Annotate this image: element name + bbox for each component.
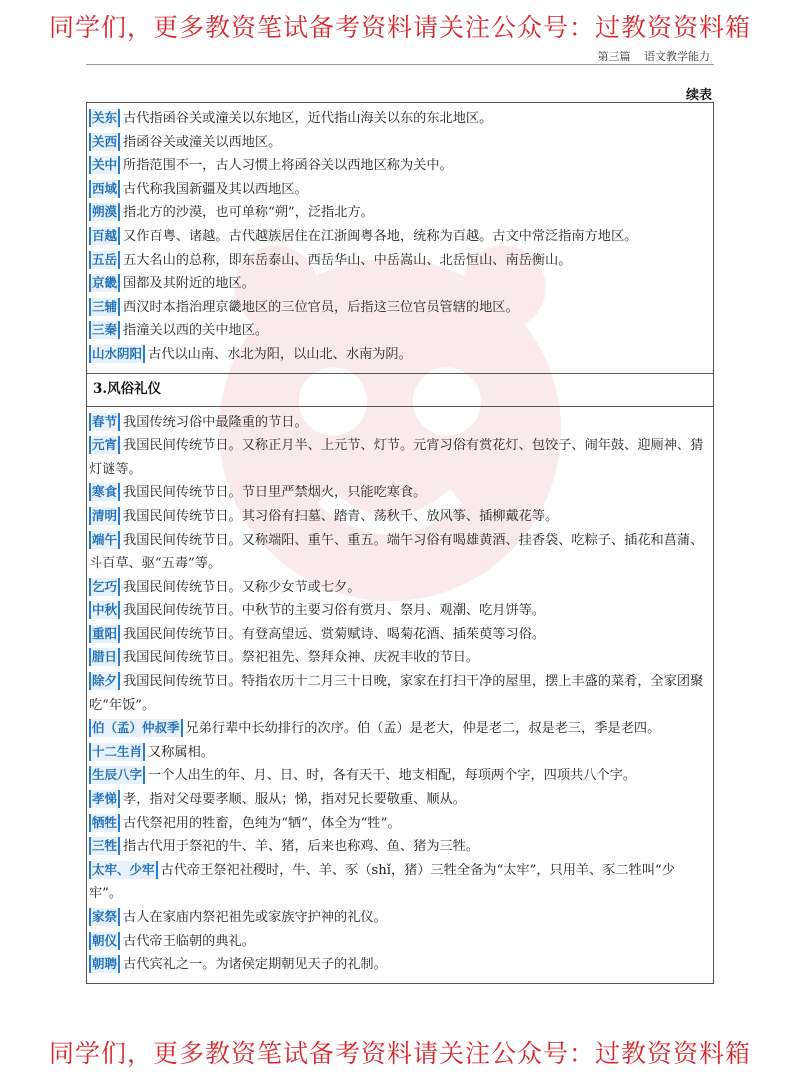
glossary-entry — [89, 599, 707, 623]
glossary-entry — [89, 906, 707, 930]
entry-term: 西域 — [89, 180, 120, 198]
entry-term: 元宵 — [89, 436, 120, 454]
entry-definition: 一个人出生的年、月、日、时，各有天干、地支相配，每项两个字，四项共八个字。 — [148, 768, 636, 784]
entry-definition: 指北方的沙漠，也可单称“朔”，泛指北方。 — [123, 205, 374, 221]
entry-term: 十二生肖 — [89, 743, 145, 761]
glossary-entry — [89, 131, 707, 155]
glossary-entry — [89, 788, 707, 812]
entry-definition: 我国民间传统节日。又称正月半、上元节、灯节。元宵习俗有赏花灯、包饺子、闹年鼓、迎厕神、猜灯谜等。 — [89, 438, 704, 477]
entry-definition: 我国民间传统节日。又称端阳、重午、重五。端午习俗有喝雄黄酒、挂香袋、吃粽子、插花和菖蒲、斗百草、驱“五毒”等。 — [89, 532, 704, 572]
entry-term: 家祭 — [89, 908, 120, 926]
glossary-entry — [89, 623, 707, 647]
glossary-entry — [89, 835, 707, 859]
glossary-entry — [89, 646, 707, 670]
glossary-entry — [89, 296, 707, 320]
running-head-title: 语文教学能力 — [644, 50, 710, 63]
entry-term: 三秦 — [89, 321, 120, 339]
content-table — [86, 102, 714, 984]
entry-term: 生辰八字 — [89, 766, 145, 784]
entry-definition: 古代帝王临朝的典礼。 — [123, 933, 255, 949]
entry-term: 关西 — [89, 133, 120, 151]
glossary-entry — [89, 343, 707, 367]
entry-definition: 古代指函谷关或潼关以东地区，近代指山海关以东的东北地区。 — [123, 111, 493, 126]
entry-term: 牺牲 — [89, 814, 120, 832]
header-rule — [86, 64, 714, 65]
entry-definition: 古代宾礼之一。为诸侯定期朝见天子的礼制。 — [123, 957, 387, 973]
entry-definition: 指古代用于祭祀的牛、羊、猪，后来也称鸡、鱼、猪为三牲。 — [123, 839, 480, 855]
glossary-entry — [89, 670, 707, 717]
entry-definition: 指函谷关或潼关以西地区。 — [123, 134, 282, 150]
entry-term: 太牢、少牢 — [89, 861, 158, 879]
entry-definition: 我国民间传统节日。其习俗有扫墓、踏青、荡秋千、放风筝、插柳戴花等。 — [123, 508, 559, 524]
customs-cell — [87, 406, 713, 983]
running-head-part: 第三篇 — [597, 50, 631, 63]
customs-heading-cell — [87, 373, 713, 406]
glossary-entry — [89, 178, 707, 202]
promo-banner-bottom: 同学们，更多教资笔试备考资料请关注公众号：过教资资料箱 — [48, 1039, 751, 1068]
entry-term: 三辅 — [89, 298, 120, 316]
geography-cell — [87, 103, 713, 373]
entry-definition: 我国民间传统节日。节日里严禁烟火，只能吃寒食。 — [123, 485, 427, 501]
glossary-entry — [89, 505, 707, 529]
entry-definition: 古代称我国新疆及其以西地区。 — [123, 181, 308, 197]
entry-term: 清明 — [89, 507, 120, 525]
entry-definition: 指潼关以西的关中地区。 — [123, 323, 269, 339]
promo-banner-top: 同学们，更多教资笔试备考资料请关注公众号：过教资资料箱 — [48, 13, 751, 42]
entry-term: 中秋 — [89, 601, 120, 619]
entry-definition: 我国民间传统节日。祭祀祖先、祭拜众神、庆祝丰收的节日。 — [123, 650, 480, 666]
entry-definition: 孝，指对父母要孝顺、服从；悌，指对兄长要敬重、顺从。 — [123, 792, 466, 808]
glossary-entry — [89, 154, 707, 178]
entry-definition: 又作百粤、诸越。古代越族居住在江浙闽粤各地，统称为百越。古文中常泛指南方地区。 — [123, 228, 638, 244]
glossary-entry — [89, 741, 707, 765]
glossary-entry — [89, 319, 707, 343]
entry-term: 京畿 — [89, 274, 120, 292]
entry-term: 朝聘 — [89, 955, 120, 973]
glossary-entry — [89, 434, 707, 481]
entry-definition: 古代以山南、水北为阳，以山北、水南为阴。 — [148, 346, 412, 362]
entry-term: 三牲 — [89, 837, 120, 855]
entry-definition: 我国民间传统节日。特指农历十二月三十日晚，家家在打扫干净的屋里，摆上丰盛的菜肴，全家团聚吃“年饭”。 — [89, 674, 704, 713]
entry-definition: 又称属相。 — [148, 744, 214, 760]
entry-term: 五岳 — [89, 251, 120, 269]
glossary-entry — [89, 107, 707, 131]
entry-term: 朔漠 — [89, 203, 120, 221]
continued-label: 续表 — [685, 88, 712, 103]
entry-term: 关中 — [89, 156, 120, 174]
entry-definition: 兄弟行辈中长幼排行的次序。伯（孟）是老大，仲是老二，叔是老三，季是老四。 — [185, 721, 661, 737]
entry-term: 除夕 — [89, 672, 120, 690]
glossary-entry — [89, 859, 707, 906]
entry-term: 伯（孟）仲叔季 — [89, 719, 183, 737]
entry-term: 乞巧 — [89, 578, 120, 596]
entry-term: 朝仪 — [89, 932, 120, 950]
running-head — [588, 48, 711, 64]
glossary-entry — [89, 953, 707, 977]
entry-definition: 古代帝王祭祀社稷时，牛、羊、豕（shǐ，猪）三牲全备为“太牢”，只用羊、豕二牲叫“少牢”。 — [89, 862, 675, 902]
entry-definition: 古人在家庙内祭祀祖先或家族守护神的礼仪。 — [123, 910, 387, 925]
entry-definition: 我国民间传统节日。又称少女节或七夕。 — [123, 579, 361, 595]
entry-definition: 我国民间传统节日。有登高望远、赏菊赋诗、喝菊花酒、插茱萸等习俗。 — [123, 626, 546, 642]
entry-definition: 五大名山的总称，即东岳泰山、西岳华山、中岳嵩山、北岳恒山、南岳衡山。 — [123, 252, 572, 268]
entry-term: 关东 — [89, 109, 120, 127]
entry-term: 腊日 — [89, 648, 120, 666]
glossary-entry — [89, 576, 707, 600]
glossary-entry — [89, 201, 707, 225]
entry-term: 端午 — [89, 531, 120, 549]
glossary-entry — [89, 411, 707, 435]
entry-term: 百越 — [89, 227, 120, 245]
entry-definition: 国都及其附近的地区。 — [123, 276, 255, 292]
glossary-entry — [89, 225, 707, 249]
entry-term: 重阳 — [89, 625, 120, 643]
entry-definition: 西汉时本指治理京畿地区的三位官员，后指这三位官员管辖的地区。 — [123, 299, 519, 315]
glossary-entry — [89, 812, 707, 836]
entry-definition: 我国民间传统节日。中秋节的主要习俗有赏月、祭月、观潮、吃月饼等。 — [123, 603, 546, 619]
entry-term: 山水阴阳 — [89, 345, 145, 363]
entry-term: 寒食 — [89, 483, 120, 501]
glossary-entry — [89, 249, 707, 273]
section-heading: 3.风俗礼仪 — [93, 380, 162, 397]
glossary-entry — [89, 481, 707, 505]
glossary-entry — [89, 764, 707, 788]
entry-definition: 所指范围不一，古人习惯上将函谷关以西地区称为关中。 — [123, 158, 453, 174]
entry-term: 孝悌 — [89, 790, 120, 808]
entry-term: 春节 — [89, 413, 120, 431]
glossary-entry — [89, 717, 707, 741]
entry-definition: 古代祭祀用的牲畜，色纯为“牺”，体全为“牲”。 — [123, 815, 401, 831]
entry-definition: 我国传统习俗中最隆重的节日。 — [123, 414, 308, 430]
glossary-entry — [89, 529, 707, 576]
glossary-entry — [89, 272, 707, 296]
glossary-entry — [89, 930, 707, 954]
